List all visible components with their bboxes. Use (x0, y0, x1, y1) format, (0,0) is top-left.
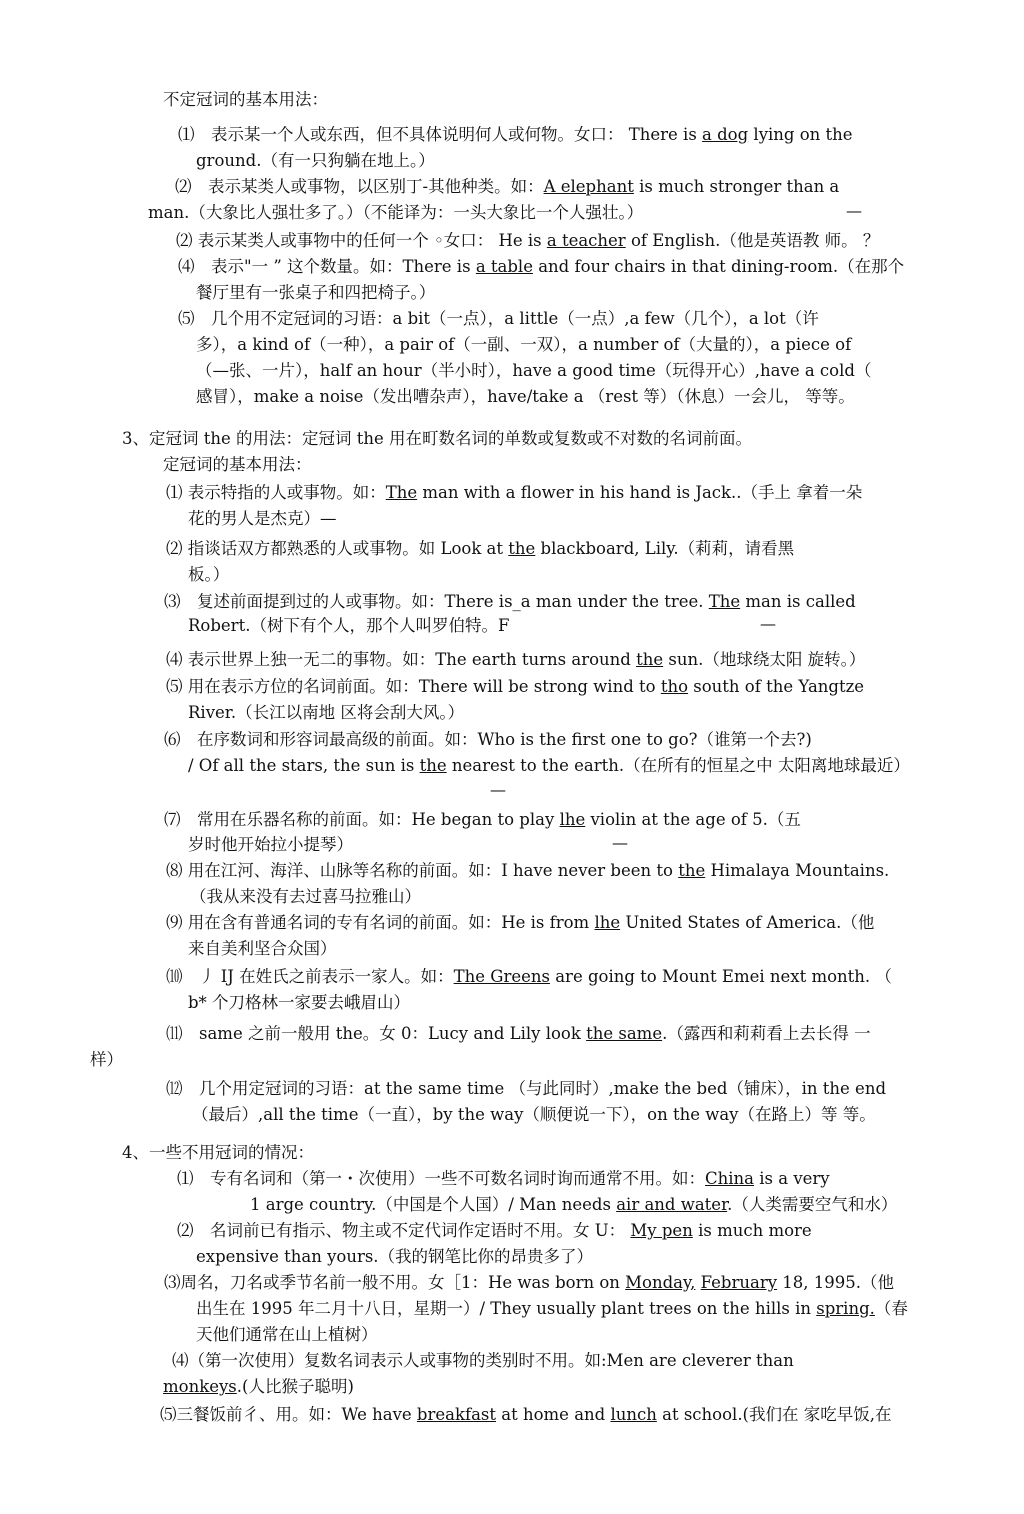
text-segment: 出生在 1995 年二月十八日，星期一）/ They usually plant trees on the hills in (196, 1299, 817, 1318)
text-line (188, 703, 464, 723)
text-line (196, 1247, 593, 1267)
text-line (196, 335, 851, 355)
text-line (196, 1299, 908, 1319)
text-segment: violin at the age of 5.（五 (585, 810, 801, 829)
stray-dash-mark: — (490, 780, 506, 799)
text-segment: ⑸ 几个用不定冠词的习语：a bit（一点），a little（一点）,a few（几个），a lot（许 (178, 309, 819, 328)
text-line (196, 361, 871, 381)
text-line (166, 1024, 871, 1044)
text-segment: （我从来没有去过喜马拉雅山） (190, 887, 421, 906)
text-segment: ⑴ 表示某一个人或东西，但不具体说明何人或何物。女口： There is (178, 125, 703, 144)
underlined-term: lunch (610, 1405, 657, 1424)
text-segment: ⑹ 在序数词和形容词最高级的前面。如：Who is the first one to go?（谁第一个去?) (164, 730, 812, 749)
text-line (188, 993, 410, 1013)
underlined-term: My pen (630, 1221, 693, 1240)
text-line (166, 483, 862, 503)
text-segment: River.（长江以南地 区将会刮大风。） (188, 703, 465, 722)
text-segment: blackboard, Lily.（莉莉，请看黑 (535, 539, 795, 558)
text-line (188, 509, 337, 529)
text-segment: 感冒），make a noise（发出嘈杂声），have/take a （rest 等）（休息）一会儿， 等等。 (196, 387, 855, 406)
text-line (166, 539, 794, 559)
text-line (178, 257, 904, 277)
underlined-term: a dog (702, 125, 749, 144)
text-segment: ⑸ 用在表示方位的名词前面。如：There will be strong wind to (166, 677, 661, 696)
text-segment: ground.（有一只狗躺在地上。） (196, 151, 435, 170)
underlined-term: the (636, 650, 664, 669)
underlined-term: A elephant (543, 177, 634, 196)
text-line (164, 730, 812, 750)
text-segment: 花的男人是杰克）— (188, 509, 337, 528)
text-line (188, 835, 353, 855)
text-segment: Robert.（树下有个人，那个人叫罗伯特。F (188, 616, 510, 635)
text-line (188, 565, 229, 585)
underlined-term: the (678, 861, 706, 880)
text-line (163, 90, 328, 110)
text-line (178, 309, 819, 329)
text-line (188, 616, 509, 636)
text-line (250, 1195, 897, 1215)
text-segment: 多），a kind of（一种），a pair of（一副、一双），a number of（大量的），a piece of (196, 335, 852, 354)
text-segment: .(人比猴子聪明) (236, 1377, 354, 1396)
text-line (188, 756, 910, 776)
text-line (190, 887, 421, 907)
text-line (196, 151, 435, 171)
text-segment: 餐厅里有一张桌子和四把椅子。） (196, 283, 436, 302)
text-segment: （春 (874, 1299, 908, 1318)
text-segment: 岁时他开始拉小提琴） (188, 835, 353, 854)
text-segment: .（人类需要空气和水） (727, 1195, 898, 1214)
text-segment: 3、定冠词 the 的用法：定冠词 the 用在町数名词的单数或复数或不对数的名词前面。 (122, 429, 753, 448)
text-line (196, 1325, 378, 1345)
text-segment: b* 个刀格林一家要去峨眉山） (188, 993, 411, 1012)
text-line (90, 1050, 123, 1070)
text-segment: United States of America.（他 (620, 913, 875, 932)
text-segment: is much more (692, 1221, 812, 1240)
text-segment: ⑵ 指谈话双方都熟悉的人或事物。如 Look at (166, 539, 509, 558)
text-segment: ⑷ 表示世界上独一无二的事物。如：The earth turns around (166, 650, 637, 669)
text-segment: （最后）,all the time（一直），by the way（顺便说一下），on the way（在路上）等 等。 (192, 1105, 876, 1124)
text-segment: ⑶ 复述前面提到过的人或事物。如：There is_a man under the tree. (164, 592, 709, 611)
text-line (166, 967, 892, 987)
text-line (122, 429, 752, 449)
text-segment: 1 arge country.（中国是个人国）/ Man needs (250, 1195, 617, 1214)
text-line (188, 939, 337, 959)
text-line (166, 913, 874, 933)
text-segment: ⑺ 常用在乐器名称的前面。如：He began to play (164, 810, 560, 829)
underlined-term: lhe (559, 810, 586, 829)
text-segment: ⑶周名，刀名或季节名前一般不用。女［1：He was born on (164, 1273, 626, 1292)
underlined-term: lhe (594, 913, 621, 932)
text-line (166, 677, 864, 697)
text-segment: 定冠词的基本用法： (163, 455, 312, 474)
underlined-term: a table (475, 257, 533, 276)
underlined-term: spring. (816, 1299, 875, 1318)
stray-dash-mark: — (612, 833, 628, 852)
text-line (196, 283, 435, 303)
stray-dash-mark: — (846, 201, 862, 220)
stray-dash-mark: — (760, 614, 776, 633)
text-segment: 板。） (188, 565, 230, 584)
underlined-term: monkeys (163, 1377, 237, 1396)
text-segment: lying on the (748, 125, 853, 144)
underlined-term: Monday, (625, 1273, 696, 1292)
text-segment: 不定冠词的基本用法： (163, 90, 328, 109)
underlined-term: tho (660, 677, 689, 696)
text-segment: and four chairs in that dining-room.（在那个 (532, 257, 905, 276)
underlined-term: the same (586, 1024, 663, 1043)
text-segment: is a very (754, 1169, 830, 1188)
text-segment: ⑽ 丿 IJ 在姓氏之前表示一家人。如： (166, 967, 454, 986)
text-line (175, 177, 839, 197)
underlined-term: breakfast (416, 1405, 497, 1424)
text-segment: ⑿ 几个用定冠词的习语：at the same time （与此同时）,make the bed（铺床），in the end (166, 1079, 887, 1098)
text-line (192, 1105, 876, 1125)
text-segment: 样） (90, 1050, 123, 1069)
text-segment: ⑵ 名词前已有指示、物主或不定代词作定语时不用。女 U： (177, 1221, 631, 1240)
underlined-term: air and water (616, 1195, 728, 1214)
text-segment: of English.（他是英语教 师。 ？ (625, 231, 880, 250)
text-line (163, 455, 312, 475)
text-segment: nearest to the earth.（在所有的恒星之中 太阳离地球最近） (446, 756, 910, 775)
text-line (163, 1377, 354, 1397)
text-segment: ⑾ same 之前一般用 the。女 0：Lucy and Lily look (166, 1024, 587, 1043)
text-line (122, 1143, 314, 1163)
text-line (166, 1079, 886, 1099)
text-segment: ⑻ 用在江河、海洋、山脉等名称的前面。如：I have never been to (166, 861, 679, 880)
text-segment: .（露西和莉莉看上去长得 一 (662, 1024, 871, 1043)
underlined-term: the (419, 756, 447, 775)
text-line (164, 592, 856, 612)
text-segment: ⑴ 表示特指的人或事物。如： (166, 483, 386, 502)
text-segment: 天他们通常在山上植树） (196, 1325, 378, 1344)
text-segment: Himalaya Mountains. (705, 861, 890, 880)
text-line (177, 1221, 812, 1241)
text-segment: at home and (496, 1405, 611, 1424)
text-segment: ⑼ 用在含有普通名词的专有名词的前面。如：He is from (166, 913, 595, 932)
text-segment: is much stronger than a (633, 177, 840, 196)
underlined-term: The (385, 483, 418, 502)
text-segment: south of the Yangtze (688, 677, 865, 696)
text-segment: 来自美利坚合众国） (188, 939, 337, 958)
text-line (178, 125, 853, 145)
text-segment: （—张、一片），half an hour（半小时），have a good time（玩得开心）,have a cold（ (196, 361, 872, 380)
text-line (164, 810, 801, 830)
text-segment: 18, 1995.（他 (777, 1273, 895, 1292)
underlined-term: The Greens (453, 967, 550, 986)
underlined-term: the (508, 539, 536, 558)
text-segment: man.（大象比人强壮多了。）（不能译为：一头大象比一个人强壮。） (148, 203, 644, 222)
text-segment: ⑷ 表示"一 ” 这个数量。如：There is (178, 257, 476, 276)
text-segment: ⑴ 专有名词和（第一・次使用）一些不可数名词时询而通常不用。如： (177, 1169, 705, 1188)
text-segment: man is called (740, 592, 856, 611)
text-line (196, 387, 855, 407)
text-line (177, 1169, 830, 1189)
text-line (166, 861, 889, 881)
text-segment: at school.(我们在 家吃早饭,在 (656, 1405, 892, 1424)
text-line (172, 1351, 794, 1371)
text-segment: expensive than yours.（我的钢笔比你的昂贵多了） (196, 1247, 594, 1266)
text-line (148, 203, 643, 223)
text-segment: sun.（地球绕太阳 旋转。） (663, 650, 866, 669)
text-segment: ⑸三餐饭前彳、用。如：We have (160, 1405, 417, 1424)
text-line (160, 1405, 891, 1425)
underlined-term: February (700, 1273, 778, 1292)
text-segment: ⑷（第一次使用）复数名词表示人或事物的类别时不用。如:Men are cleverer than (172, 1351, 794, 1370)
text-segment: ⑵ 表示某类人或事物中的任何一个 ◦女口： He is (176, 231, 547, 250)
text-line (166, 650, 865, 670)
text-segment: man with a flower in his hand is Jack..（手上 拿着一朵 (417, 483, 863, 502)
underlined-term: China (705, 1169, 754, 1188)
text-line (176, 231, 879, 251)
text-segment: / Of all the stars, the sun is (188, 756, 420, 775)
text-line (164, 1273, 894, 1293)
underlined-term: The (708, 592, 741, 611)
text-segment: are going to Mount Emei next month. （ (549, 967, 892, 986)
text-segment: ⑵ 表示某类人或事物，以区别丁-其他种类。如： (175, 177, 544, 196)
underlined-term: a teacher (546, 231, 626, 250)
text-segment: 4、一些不用冠词的情况： (122, 1143, 314, 1162)
